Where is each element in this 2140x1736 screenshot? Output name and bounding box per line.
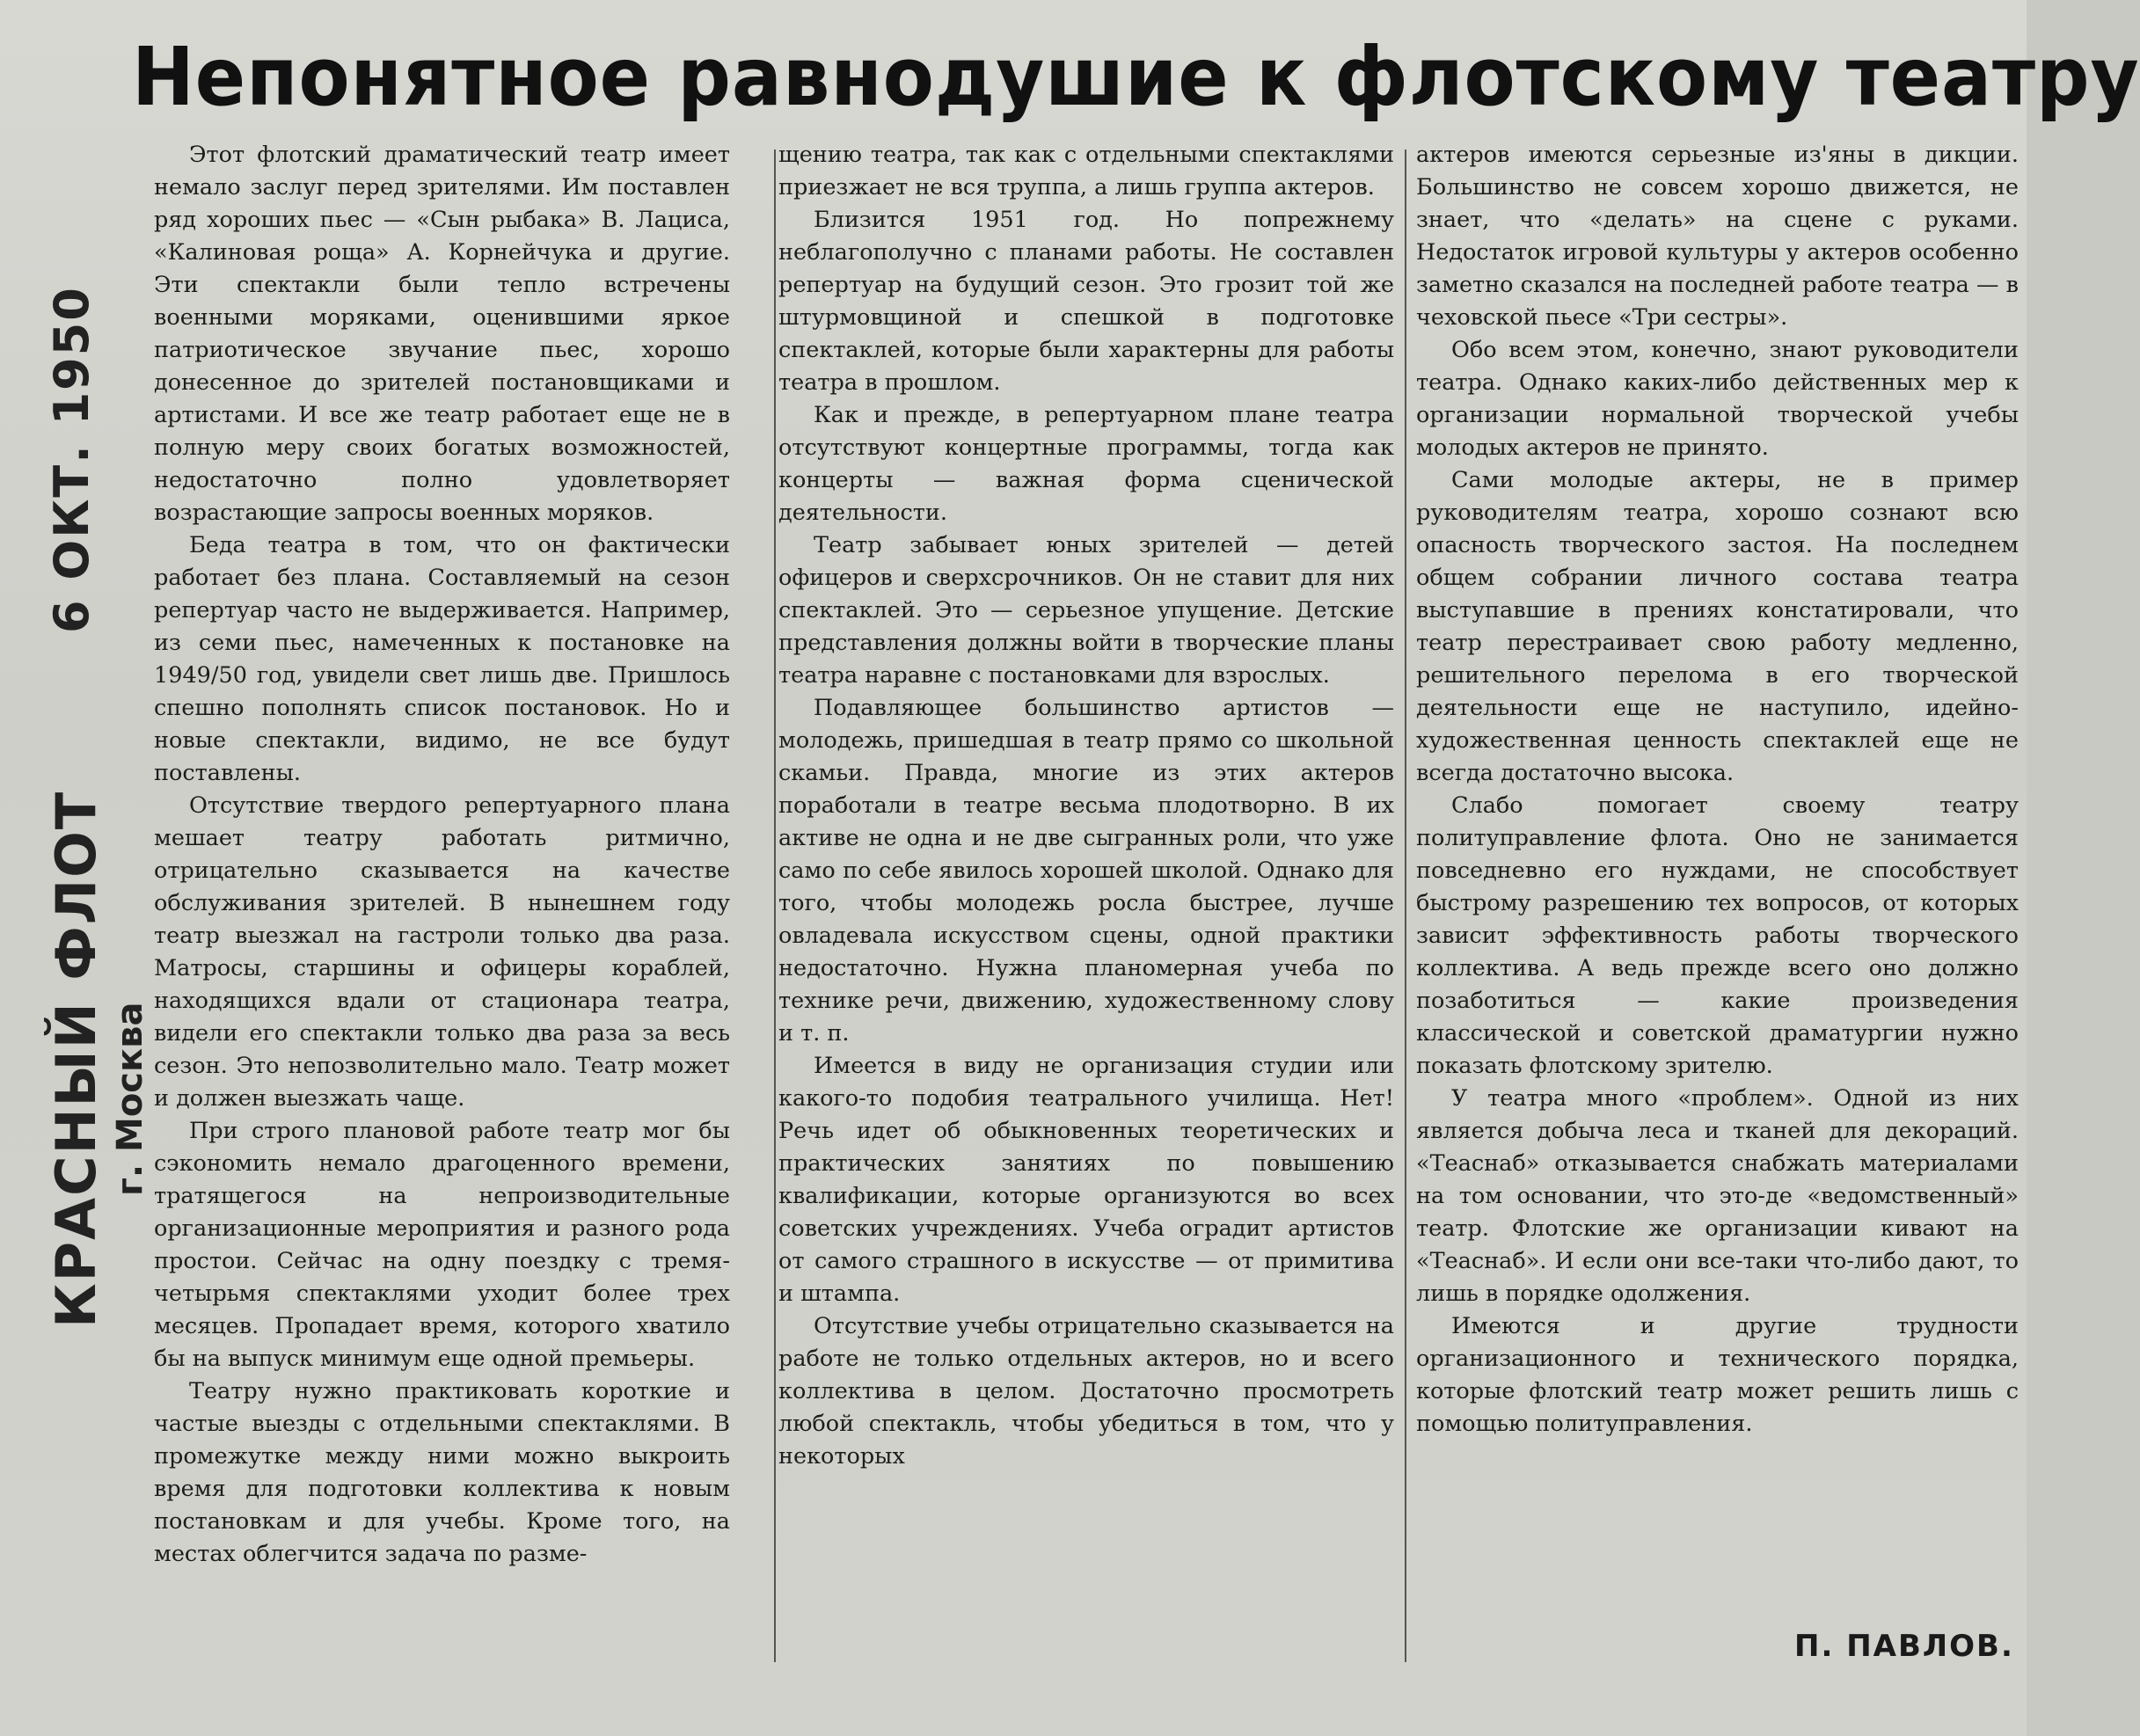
- paragraph: актеров имеются серьезные из'яны в дикции. Большинство не совсем хорошо движется, не знает, что «делать» на сцене с руками. Недостаток игровой культуры у актеров особенно заметно сказался на последней работе театра — в чеховской пьесе «Три сестры».: [1416, 142, 2019, 331]
- paragraph: Обо всем этом, конечно, знают руководители театра. Однако каких-либо действенных мер к организации нормальной творческой учебы молодых актеров не принято.: [1416, 337, 2019, 461]
- paragraph: Имеется в виду не организация студии или какого-то подобия театрального училища. Нет! Речь идет об обыкновенных теоретических и практических занятиях по повышению квалификации, которые организуются во всех советских учреждениях. Учеба оградит артистов от самого страшного в искусстве — от примитива и штампа.: [778, 1053, 1394, 1307]
- paragraph: Отсутствие учебы отрицательно сказывается на работе не только отдельных актеров, но и всего коллектива в целом. Достаточно просмотреть любой спектакль, чтобы убедиться в том, что у некоторых: [778, 1313, 1394, 1470]
- newspaper-city: г. Москва: [110, 1002, 150, 1196]
- paragraph: Этот флотский драматический театр имеет немало заслуг перед зрителями. Им поставлен ряд хороших пьес — «Сын рыбака» В. Лациса, «Калиновая роща» А. Корнейчука и другие. Эти спектакли были тепло встречены военными моряками, оценившими яркое патриотическое звучание пьес, хорошо донесенное до зрителей постановщиками и артистами. И все же театр работает еще не в полную меру своих богатых возможностей, недостаточно полно удовлетворяет возрастающие запросы военных моряков.: [154, 142, 730, 526]
- paragraph: Близится 1951 год. Но попрежнему неблагополучно с планами работы. Не составлен репертуар на будущий сезон. Это грозит той же штурмовщиной и спешкой в подготовке спектаклей, которые были характерны для работы театра в прошлом.: [778, 207, 1394, 396]
- paragraph: Подавляющее большинство артистов — молодежь, пришедшая в театр прямо со школьной скамьи. Правда, многие из этих актеров поработали в театре весьма плодотворно. В их активе не одна и не две сыгранных роли, что уже само по себе явилось хорошей школой. Однако для того, чтобы молодежь росла быстрее, лучше овладевала искусством сцены, одной практики недостаточно. Нужна планомерная учеба по технике речи, движению, художественному слову и т. п.: [778, 695, 1394, 1047]
- author-signature: П. ПАВЛОВ.: [1794, 1629, 2014, 1664]
- article-column-3: [1416, 139, 2019, 1669]
- paragraph: Слабо помогает своему театру политуправление флота. Оно не занимается повседневно его нуждами, не способствует быстрому разрешению тех вопросов, от которых зависит эффективность работы творческого коллектива. А ведь прежде всего оно должно позаботиться — какие произведения классической и советской драматургии нужно показать флотскому зрителю.: [1416, 792, 2019, 1079]
- paragraph: Театр забывает юных зрителей — детей офицеров и сверхсрочников. Он не ставит для них спектаклей. Это — серьезное упущение. Детские представления должны войти в творческие планы театра наравне с постановками для взрослых.: [778, 532, 1394, 689]
- paragraph: Театру нужно практиковать короткие и частые выезды с отдельными спектаклями. В промежутке между ними можно выкроить время для подготовки коллектива к новым постановкам и для учебы. Кроме того, на местах облегчится задача по разме-: [154, 1378, 730, 1567]
- paragraph: Имеются и другие трудности организационного и технического порядка, которые флотский театр может решить лишь с помощью политуправления.: [1416, 1313, 2019, 1437]
- article-column-1: [154, 139, 730, 1669]
- clipping-stamp: [26, 286, 158, 1337]
- clipping-date: 6 ОКТ. 1950: [44, 286, 99, 633]
- article-column-2: [778, 139, 1394, 1669]
- paragraph: щению театра, так как с отдельными спектаклями приезжает не вся труппа, а лишь группа актеров.: [778, 142, 1394, 201]
- paragraph: При строго плановой работе театр мог бы сэкономить немало драгоценного времени, тратящегося на непроизводительные организационные мероприятия и разного рода простои. Сейчас на одну поездку с тремя-четырьмя спектаклями уходит более трех месяцев. Пропадает время, которого хватило бы на выпуск минимум еще одной премьеры.: [154, 1118, 730, 1372]
- paragraph: Как и прежде, в репертуарном плане театра отсутствуют концертные программы, тогда как концерты — важная форма сценической деятельности.: [778, 402, 1394, 526]
- paragraph: Сами молодые актеры, не в пример руководителям театра, хорошо сознают всю опасность творческого застоя. На последнем общем собрании личного состава театра выступавшие в прениях констатировали, что театр перестраивает свою работу медленно, решительного перелома в его творческой деятельности еще не наступило, идейно-художественная ценность спектаклей еще не всегда достаточно высока.: [1416, 467, 2019, 786]
- article-body: [154, 139, 2019, 1669]
- paragraph: Беда театра в том, что он фактически работает без плана. Составляемый на сезон репертуар часто не выдерживается. Например, из семи пьес, намеченных к постановке на 1949/50 год, увидели свет лишь две. Пришлось спешно пополнять список постановок. Но и новые спектакли, видимо, не все будут поставлены.: [154, 532, 730, 786]
- paragraph: У театра много «проблем». Одной из них является добыча леса и тканей для декораций. «Теаснаб» отказывается снабжать материалами на том основании, что это-де «ведомственный» театр. Флотские же организации кивают на «Теаснаб». И если они все-таки что-либо дают, то лишь в порядке одолжения.: [1416, 1085, 2019, 1307]
- newspaper-name: КРАСНЫЙ ФЛОТ: [44, 790, 108, 1328]
- paragraph: Отсутствие твердого репертуарного плана мешает театру работать ритмично, отрицательно сказывается на качестве обслуживания зрителей. В нынешнем году театр выезжал на гастроли только два раза. Матросы, старшины и офицеры кораблей, находящихся вдали от стационара театра, видели его спектакли только два раза за весь сезон. Это непозволительно мало. Театр может и должен выезжать чаще.: [154, 792, 730, 1112]
- headline: Непонятное равнодушие к флотскому театру: [132, 30, 2140, 124]
